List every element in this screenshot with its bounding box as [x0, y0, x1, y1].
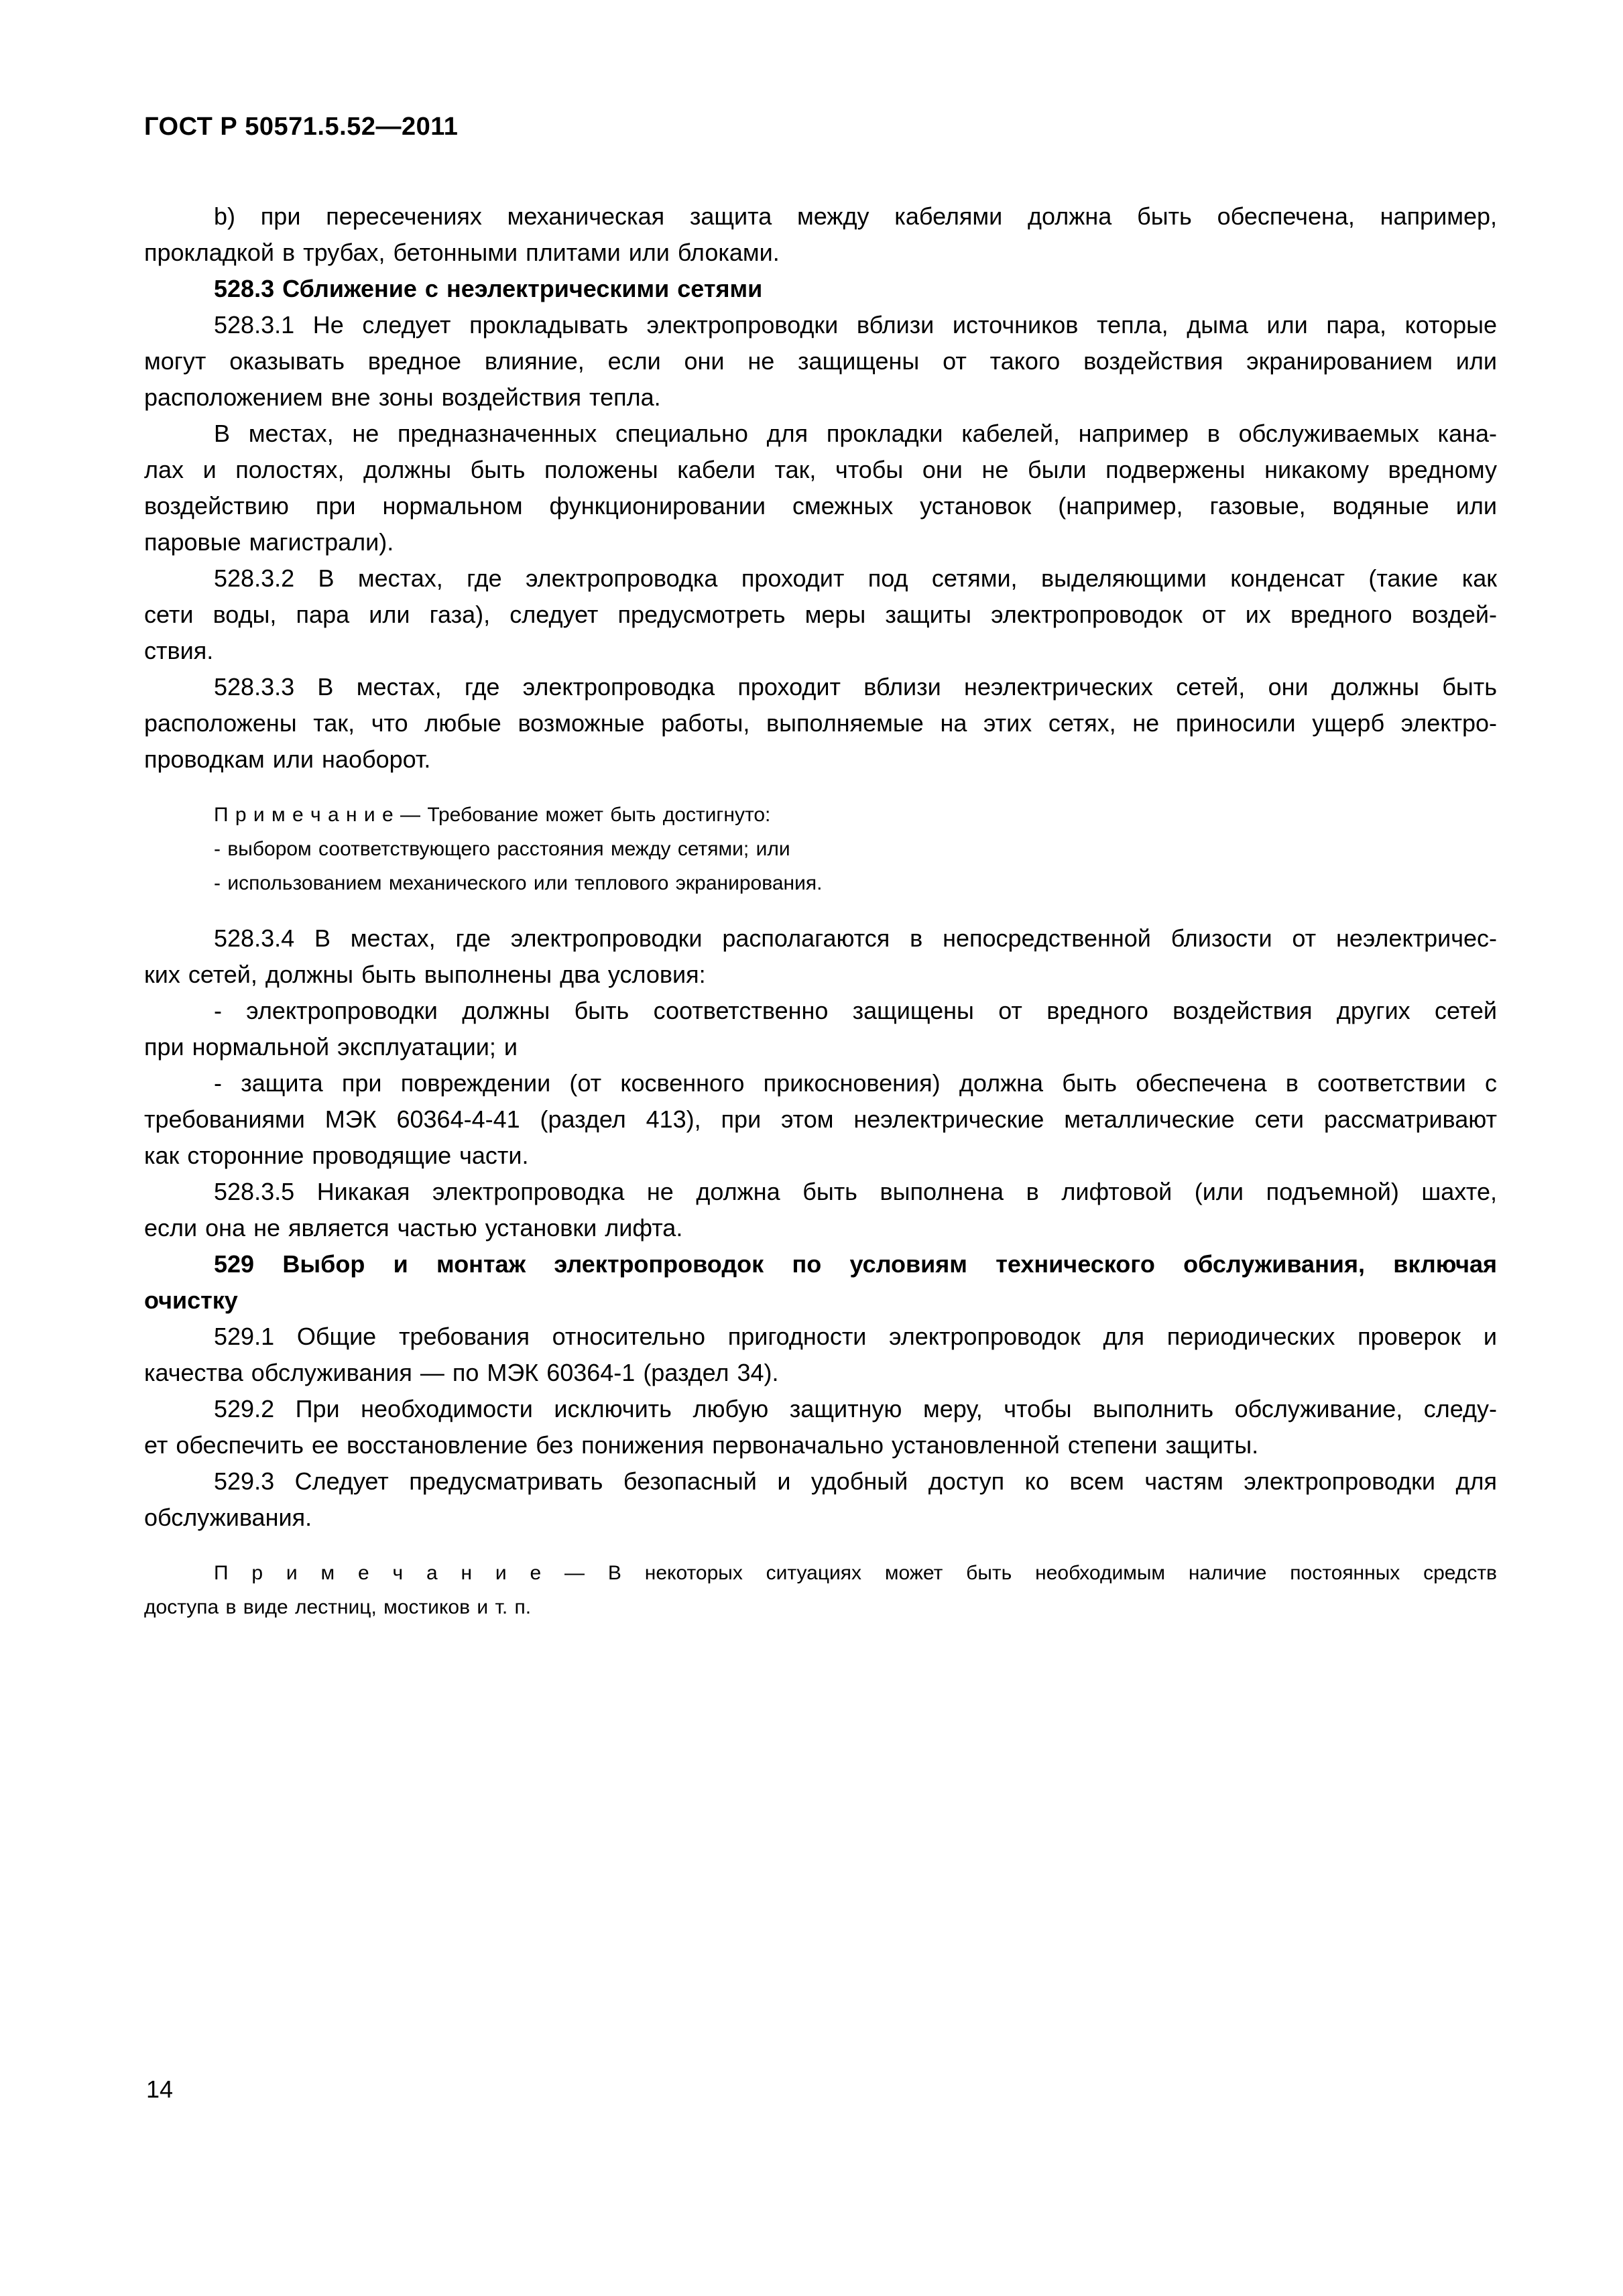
text-line: как сторонние проводящие части.	[144, 1142, 529, 1169]
text-line: воздействию при нормальном функционировании смежных установок (например, газовые, водяные или	[144, 492, 1497, 520]
text-line: - использованием механического или теплового экранирования.	[214, 872, 823, 894]
text-line: лах и полостях, должны быть положены кабели так, чтобы они не были подвержены никакому вредному	[144, 456, 1497, 483]
text-line: 528.3.5 Никакая электропроводка не должна быть выполнена в лифтовой (или подъемной) шахте,	[214, 1178, 1497, 1205]
text-line: проводкам или наоборот.	[144, 745, 431, 773]
text-line: 528.3 Сближение с неэлектрическими сетями	[214, 275, 763, 302]
paragraph-block	[144, 1391, 1497, 1463]
paragraph-block	[144, 198, 1497, 271]
standard-code-header: ГОСТ Р 50571.5.52—2011	[144, 113, 459, 141]
note-block	[144, 1556, 1497, 1624]
text-line: доступа в виде лестниц, мостиков и т. п.	[144, 1596, 532, 1618]
text-line: ствия.	[144, 637, 214, 664]
heading-block	[144, 1246, 1497, 1319]
paragraph-block	[144, 1174, 1497, 1246]
text-line: 528.3.4 В местах, где электропроводки располагаются в непосредственной близости от неэлектричес-	[214, 924, 1497, 952]
paragraph-block	[144, 307, 1497, 416]
page-number: 14	[146, 2075, 174, 2103]
paragraph-block	[144, 669, 1497, 778]
text-line: обслуживания.	[144, 1504, 312, 1531]
text-line: - выбором соответствующего расстояния между сетями; или	[214, 838, 790, 860]
text-line: П р и м е ч а н и е — Требование может быть достигнуто:	[214, 804, 771, 826]
paragraph-block	[144, 1463, 1497, 1536]
text-line: при нормальной эксплуатации; и	[144, 1033, 518, 1061]
text-line: ет обеспечить ее восстановление без понижения первоначально установленной степени защиты.	[144, 1431, 1259, 1459]
text-line: В местах, не предназначенных специально для прокладки кабелей, например в обслуживаемых кана-	[214, 420, 1497, 447]
text-line: 528.3.1 Не следует прокладывать электропроводки вблизи источников тепла, дыма или пара, которые	[214, 311, 1497, 339]
text-line: 529.3 Следует предусматривать безопасный и удобный доступ ко всем частям электропроводки для	[214, 1467, 1497, 1495]
text-line: паровые магистрали).	[144, 528, 394, 556]
text-line: 529.2 При необходимости исключить любую защитную меру, чтобы выполнить обслуживание, следу-	[214, 1395, 1497, 1423]
text-line: b) при пересечениях механическая защита между кабелями должна быть обеспечена, например,	[214, 202, 1497, 230]
note-block	[144, 798, 1497, 900]
text-line: если она не является частью установки лифта.	[144, 1214, 683, 1242]
text-line: прокладкой в трубах, бетонными плитами или блоками.	[144, 239, 780, 266]
text-line: сети воды, пара или газа), следует предусмотреть меры защиты электропроводок от их вредного воздей-	[144, 601, 1497, 628]
text-line: - защита при повреждении (от косвенного прикосновения) должна быть обеспечена в соответствии с	[214, 1069, 1497, 1097]
paragraph-block	[144, 920, 1497, 993]
text-line: качества обслуживания — по МЭК 60364-1 (раздел 34).	[144, 1359, 779, 1386]
text-line: П р и м е ч а н и е — В некоторых ситуациях может быть необходимым наличие постоянных средств	[214, 1562, 1497, 1584]
text-line: 529.1 Общие требования относительно пригодности электропроводок для периодических проверок и	[214, 1323, 1497, 1350]
paragraph-block	[144, 560, 1497, 669]
paragraph-block	[144, 1319, 1497, 1391]
text-line: требованиями МЭК 60364-4-41 (раздел 413), при этом неэлектрические металлические сети рассматривают	[144, 1105, 1497, 1133]
text-line: 528.3.3 В местах, где электропроводка проходит вблизи неэлектрических сетей, они должны быть	[214, 673, 1497, 701]
paragraph-block	[144, 416, 1497, 560]
text-line: могут оказывать вредное влияние, если они не защищены от такого воздействия экранированием или	[144, 347, 1497, 375]
text-line: 529 Выбор и монтаж электропроводок по условиям технического обслуживания, включая	[214, 1250, 1497, 1278]
text-line: ких сетей, должны быть выполнены два условия:	[144, 961, 706, 988]
text-line: расположением вне зоны воздействия тепла.	[144, 383, 661, 411]
text-line: 528.3.2 В местах, где электропроводка проходит под сетями, выделяющими конденсат (такие как	[214, 564, 1497, 592]
paragraph-block	[144, 993, 1497, 1065]
heading-block	[144, 271, 1497, 307]
text-line: расположены так, что любые возможные работы, выполняемые на этих сетях, не приносили ущерб электро-	[144, 709, 1497, 737]
paragraph-block	[144, 1065, 1497, 1174]
text-line: очистку	[144, 1286, 238, 1314]
document-body	[144, 198, 1497, 1624]
text-line: - электропроводки должны быть соответственно защищены от вредного воздействия других сетей	[214, 997, 1497, 1024]
